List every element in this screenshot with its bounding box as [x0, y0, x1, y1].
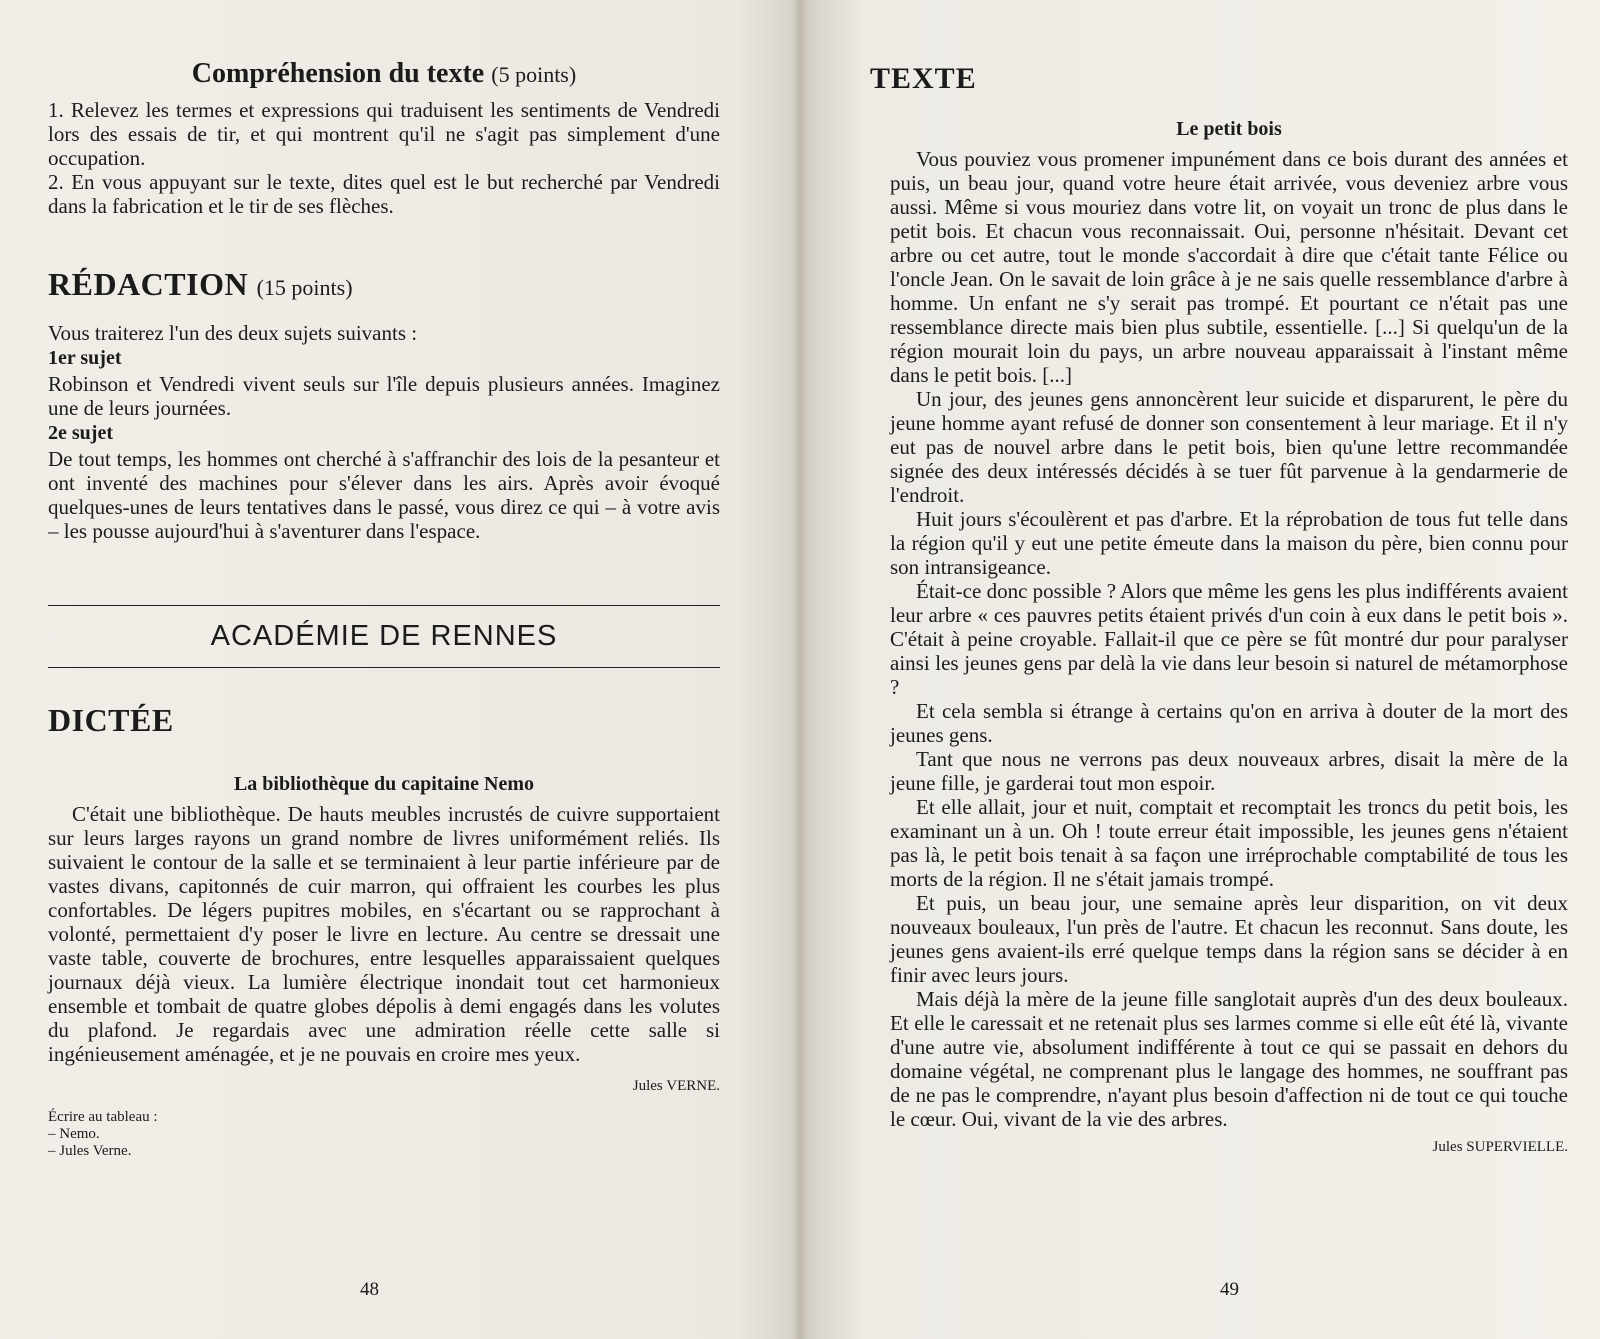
dictee-text-title: La bibliothèque du capitaine Nemo: [233, 773, 535, 795]
text-title: Le petit bois: [1176, 118, 1282, 140]
comprehension-heading: [48, 58, 720, 90]
question-1: 1. Relevez les termes et expressions qui traduisent les sentiments de Vendredi lors des essais de tir, et qui montrent qu'il ne s'agit pas simplement d'une occupation.: [48, 98, 720, 170]
paragraph-2: Un jour, des jeunes gens annoncèrent leur suicide et disparurent, le père du jeune homme ayant refusé de donner son consentement à leur mariage. Et il n'y eut pas de nouvel arbre dans le petit bois, bien qu'une lettre recommandée signée des deux intéressés décidés à se tuer fût parvenue à la gendarmerie de l'endroit.: [890, 387, 1568, 507]
subject-1-text: Robinson et Vendredi vivent seuls sur l'île depuis plusieurs années. Imaginez une de leurs journées.: [48, 372, 720, 420]
left-page: [0, 0, 790, 1339]
question-2: 2. En vous appuyant sur le texte, dites quel est le but recherché par Vendredi dans la fabrication et le tir de ses flèches.: [48, 170, 720, 218]
redaction-intro: Vous traiterez l'un des deux sujets suivants :: [48, 321, 418, 345]
divider-bottom: [48, 667, 720, 668]
dictee-heading: DICTÉE: [48, 702, 174, 738]
comprehension-points: (5 points): [491, 62, 577, 87]
board-note-1: – Nemo.: [48, 1126, 100, 1142]
right-page: [800, 0, 1600, 1339]
paragraph-3: Huit jours s'écoulèrent et pas d'arbre. Et la réprobation de tous fut telle dans la région qu'il y eut une petite émeute dans la maison du père, bien connu pour son intransigeance.: [890, 507, 1568, 579]
dictee-author: Jules VERNE.: [632, 1078, 720, 1094]
board-notes: [48, 1109, 720, 1160]
paragraph-1: Vous pouviez vous promener impunément dans ce bois durant des années et puis, un beau jour, quand votre heure était arrivée, vous deveniez arbre vous aussi. Même si vous mouriez dans votre lit, on voyait un tronc de plus dans le petit bois. Et chacun vous reconnaissait. Oui, personne n'hésitait. Devant cet arbre ou cet autre, tout le monde s'accordait à dire que c'était tante Félice ou l'oncle Jean. On le savait de loin grâce à je ne sais quelle ressemblance d'arbre à homme. Un enfant ne s'y serait pas trompé. Et pourtant ce n'était pas une ressemblance directe mais bien plus subtile, essentielle. [...] Si quelqu'un de la région mourait loin du pays, un arbre nouveau apparaissait à l'instant même dans le petit bois. [...]: [890, 147, 1568, 387]
redaction-heading: [48, 266, 720, 303]
comprehension-title: Compréhension du texte: [191, 58, 485, 89]
board-notes-title: Écrire au tableau :: [48, 1109, 158, 1125]
paragraph-5: Et cela sembla si étrange à certains qu'on en arriva à douter de la mort des jeunes gens.: [890, 699, 1568, 747]
paragraph-8: Et puis, un beau jour, une semaine après leur disparition, on vit deux nouveaux bouleaux, l'un près de l'autre. Et chacun les reconnut. Sans doute, les jeunes gens avaient-ils erré quelque temps dans la région sans se décider à en finir avec leurs jours.: [890, 891, 1568, 987]
redaction-title: RÉDACTION: [48, 266, 249, 302]
subject-2-label: 2e sujet: [48, 422, 113, 444]
subject-1-label: 1er sujet: [48, 347, 122, 369]
page-number-right: 49: [1220, 1279, 1239, 1300]
board-note-2: – Jules Verne.: [48, 1143, 132, 1159]
paragraph-7: Et elle allait, jour et nuit, comptait et recomptait les troncs du petit bois, les examinant un à un. Oh ! toute erreur était impossible, les jeunes gens n'étaient pas là, le petit bois tenait à sa façon une irréprochable comptabilité de tous les morts de la région. Il ne s'était jamais trompé.: [890, 795, 1568, 891]
paragraph-9: Mais déjà la mère de la jeune fille sanglotait auprès d'un des deux bouleaux. Et elle le caressait et ne retenait plus ses larmes comme si elle eût été là, vivante d'une autre vie, absolument indifférente à tout ce qui se passait en dehors du domaine végétal, ne comprenant plus le langage des hommes, ne souffrant pas de ne pas le comprendre, n'ayant plus besoin d'affection ni de tout ce qui touche le cœur. Oui, vivant de la vie des arbres.: [890, 987, 1568, 1131]
page-number-left: 48: [360, 1279, 379, 1300]
text-author: Jules SUPERVIELLE.: [1432, 1139, 1568, 1155]
subject-2-text: De tout temps, les hommes ont cherché à s'affranchir des lois de la pesanteur et ont inventé des machines pour s'élever dans les airs. Après avoir évoqué quelques-unes de leurs tentatives dans le passé, vous direz ce qui – à votre avis – les pousse aujourd'hui à s'aventurer dans l'espace.: [48, 447, 720, 543]
academie-heading: ACADÉMIE DE RENNES: [210, 620, 558, 652]
dictee-text: C'était une bibliothèque. De hauts meubles incrustés de cuivre supportaient sur leurs larges rayons un grand nombre de livres uniformément reliés. Ils suivaient le contour de la salle et se terminaient à leur partie inférieure par de vastes divans, capitonnés de cuir marron, qui offraient les courbes les plus confortables. De légers pupitres mobiles, en s'écartant ou se rapprochant à volonté, permettaient d'y poser le livre en lecture. Au centre se dressait une vaste table, couverte de brochures, entre lesquelles apparaissaient quelques journaux déjà vieux. La lumière électrique inondait tout cet harmonieux ensemble et tombait de quatre globes dépolis à demi engagés dans les volutes du plafond. Je regardais avec une admiration réelle cette salle si ingénieusement aménagée, et je ne pouvais en croire mes yeux.: [48, 802, 720, 1066]
paragraph-4: Était-ce donc possible ? Alors que même les gens les plus indifférents avaient leur arbre « ces pauvres petits étaient privés d'un coin à eux dans le petit bois ». C'était à peine croyable. Fallait-il que ce père se fût montré dur pour paralyser ainsi les jeunes gens par delà la vie dans leur besoin si naturel de métamorphose ?: [890, 579, 1568, 699]
redaction-points: (15 points): [256, 275, 353, 300]
paragraph-6: Tant que nous ne verrons pas deux nouveaux arbres, disait la mère de la jeune fille, je garderai tout mon espoir.: [890, 747, 1568, 795]
texte-heading: TEXTE: [870, 62, 977, 95]
